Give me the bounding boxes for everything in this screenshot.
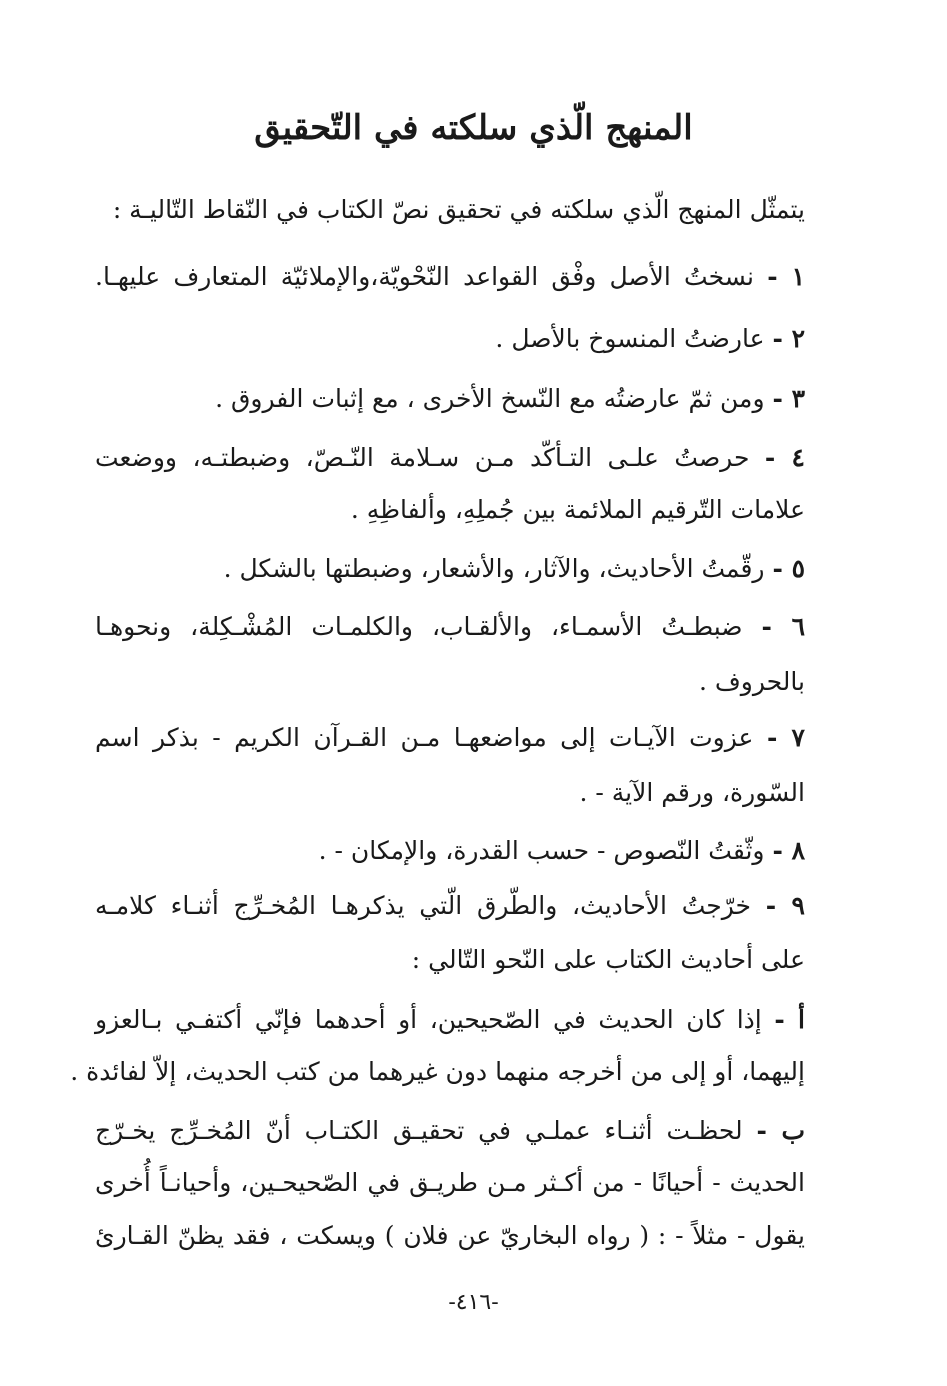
page-number: -٤١٦- bbox=[448, 1290, 499, 1315]
item-1: ١ - نسختُ الأصل وفْق القواعد النّحْويّة،والإملائيّة المتعارف عليهـا. bbox=[95, 262, 805, 291]
item-9-cont: على أحاديث الكتاب على النّحو التّالي : bbox=[411, 945, 805, 974]
item-9: ٩ - خرّجتُ الأحاديث، والطّرق الّتي يذكرهـا المُخـرِّج أثنـاء كلامـه bbox=[95, 891, 805, 920]
item-7-cont: السّورة، ورقم الآية - . bbox=[579, 778, 805, 807]
item-b-cont-1: الحديث - أحيانًا - من أكـثر مـن طريـق في الصّحيحـين، وأحيانـاً أُخرى bbox=[95, 1168, 805, 1197]
item-4-cont: علامات التّرقيم الملائمة بين جُملِهِ، وألفاظِهِ . bbox=[350, 495, 805, 524]
item-6-cont: بالحروف . bbox=[698, 667, 805, 696]
item-8: ٨ - وثّقتُ النّصوص - حسب القدرة، والإمكان - . bbox=[318, 836, 805, 865]
item-2: ٢ - عارضتُ المنسوخ بالأصل . bbox=[495, 324, 805, 353]
item-6: ٦ - ضبطـتُ الأسمـاء، والألقـاب، والكلمـات المُشْـكِلة، ونحوهـا bbox=[95, 612, 805, 641]
item-a: أ - إذا كان الحديث في الصّحيحين، أو أحدهما فإنّي أكتفـي بـالعزو bbox=[95, 1005, 806, 1034]
item-b: ب - لحظـت أثنـاء عملـي في تحقيـق الكتـاب أنّ المُخـرِّج يخـرّج bbox=[95, 1116, 805, 1145]
intro-line: يتمثّل المنهج الّذي سلكته في تحقيق نصّ الكتاب في النّقاط التّاليـة : bbox=[112, 195, 805, 224]
item-7: ٧ - عزوت الآيـات إلى مواضعهـا مـن القـرآن الكريم - بذكر اسم bbox=[95, 723, 805, 752]
item-4: ٤ - حرصتُ علـى التـأكّد مـن سـلامة النّـصّ، وضبطتـه، ووضعت bbox=[95, 443, 805, 472]
item-3: ٣ - ومن ثمّ عارضتُه مع النّسخ الأخرى ، مع إثبات الفروق . bbox=[215, 384, 805, 413]
item-5: ٥ - رقّمتُ الأحاديث، والآثار، والأشعار، وضبطتها بالشكل . bbox=[223, 554, 805, 583]
page-title: المنهج الّذي سلكته في التّحقيق bbox=[254, 108, 693, 148]
item-b-cont-2: يقول - مثلاً - : ( رواه البخاريّ عن فلان ) ويسكت ، فقد يظنّ القـارئ bbox=[95, 1221, 805, 1250]
item-a-cont: إليهما، أو إلى من أخرجه منهما دون غيرهما من كتب الحديث، إلاّ لفائدة . bbox=[70, 1057, 805, 1086]
